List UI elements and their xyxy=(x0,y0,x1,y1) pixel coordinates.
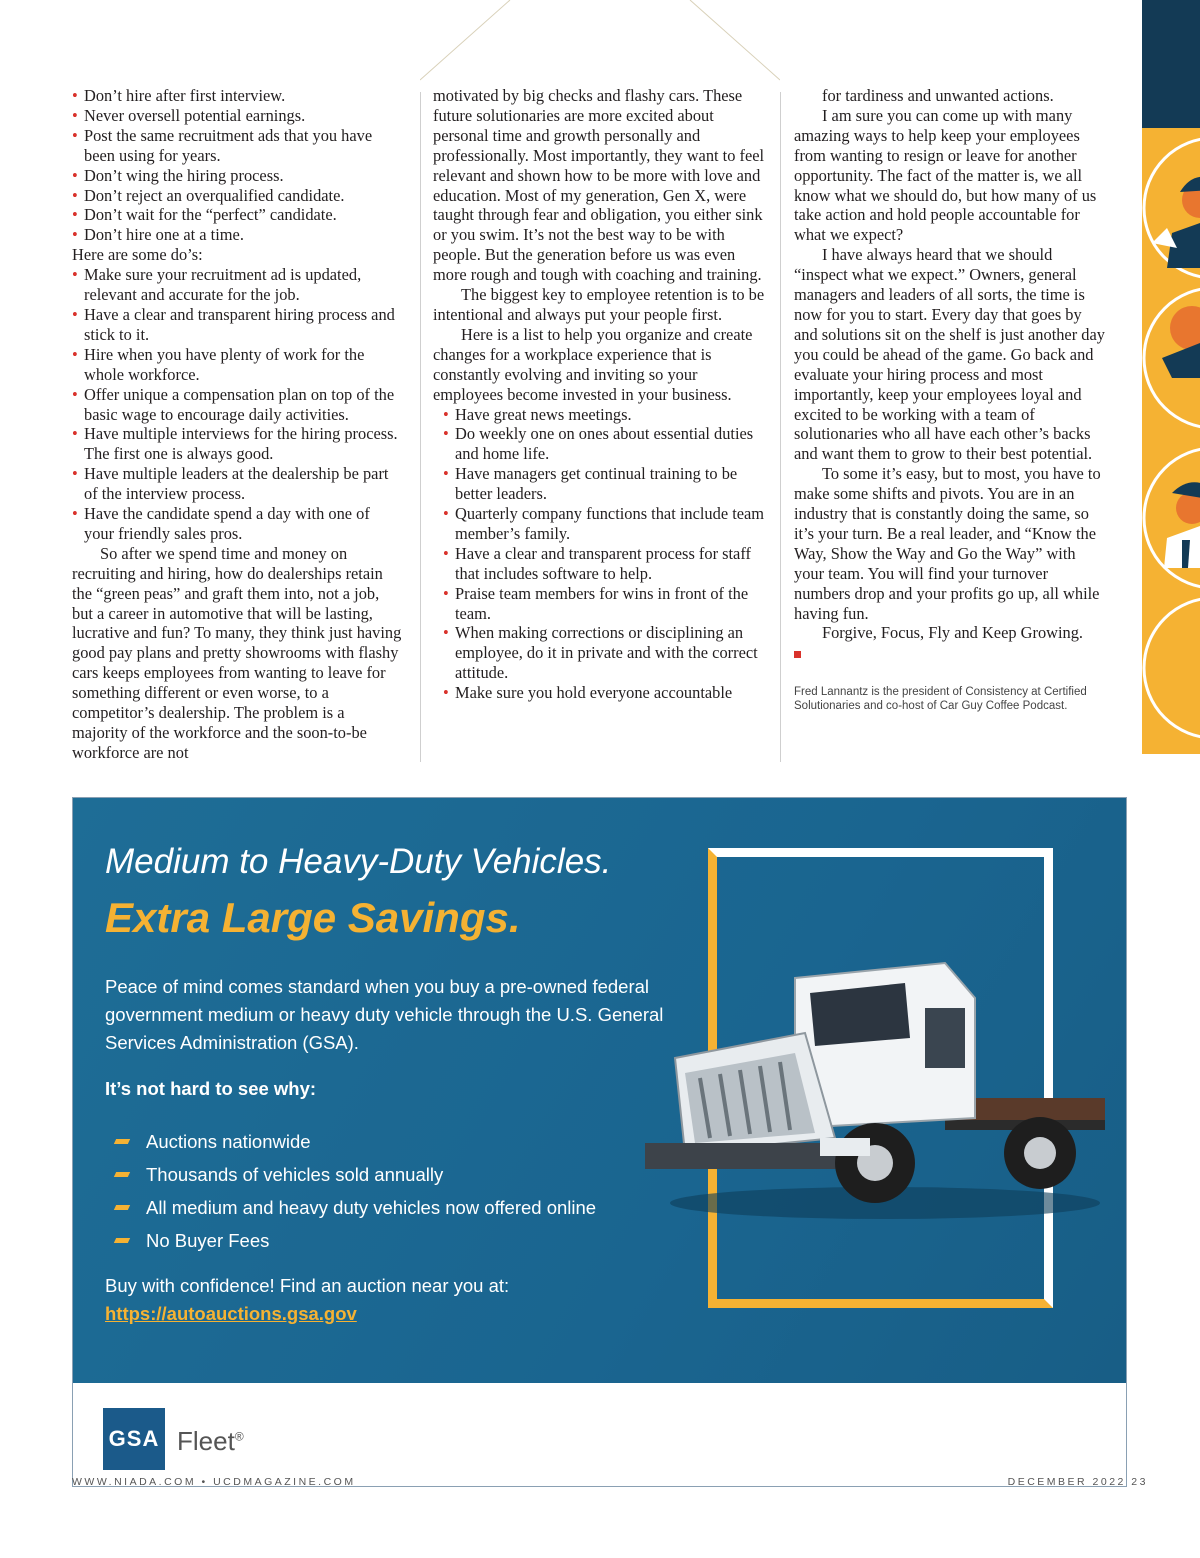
list-item: • Do weekly one on ones about essential duties and home life. xyxy=(443,424,768,464)
dos-list xyxy=(72,265,402,544)
dash-icon xyxy=(114,1205,130,1210)
list-item: • Don’t wait for the “perfect” candidate. xyxy=(72,205,402,225)
body-paragraph: for tardiness and unwanted actions. xyxy=(822,86,1054,105)
list-item xyxy=(115,1158,596,1191)
list-item: • Don’t hire one at a time. xyxy=(72,225,402,245)
closing-line: Forgive, Focus, Fly and Keep Growing. xyxy=(822,623,1084,643)
dos-heading: Here are some do’s: xyxy=(72,245,203,265)
column-divider xyxy=(420,92,421,762)
bullet-text: All medium and heavy duty vehicles now offered online xyxy=(146,1196,597,1218)
list-item: • Offer unique a compensation plan on top of the basic wage to encourage daily activities. xyxy=(72,385,402,425)
list-item: • Have the candidate spend a day with one of your friendly sales pros. xyxy=(72,504,402,544)
footer-website: WWW.NIADA.COM • UCDMAGAZINE.COM xyxy=(72,1476,356,1488)
ad-subheadline: Extra Large Savings. xyxy=(105,894,521,941)
gsa-fleet-wordmark xyxy=(177,1426,244,1457)
body-paragraph: Here is a list to help you organize and create changes for a workplace experience that is constantly evolving and inviting so your employees become invested in your business. xyxy=(433,324,753,404)
ad-headline: Medium to Heavy-Duty Vehicles. xyxy=(105,842,612,881)
body-paragraph: I am sure you can come up with many amazing ways to help keep your employees from wanting to resign or leave for another opportunity. The fact of the matter is, we all know what we should do, but how many of us take action and hold people accountable for what we expect? xyxy=(794,105,1097,245)
bullet-text: Auctions nationwide xyxy=(146,1130,311,1152)
list-item xyxy=(115,1191,596,1224)
dash-icon xyxy=(114,1238,130,1243)
list-item: • Quarterly company functions that include team member’s family. xyxy=(443,504,768,544)
column-divider xyxy=(780,92,781,762)
list-item: • Don’t hire after first interview. xyxy=(72,86,402,106)
column-top-ornament xyxy=(420,0,780,92)
body-paragraph: I have always heard that we should “inspect what we expect.” Owners, general managers and leaders of all sorts, the time is now for you to start. Every day that goes by and solutions sit on the shelf is just another day you could be ahead of the game. Go back and evaluate your hiring process and most importantly, keep your employees loyal and excited to be working with a team of solutionaries who all have each other’s backs and want them to grow to their best potential. xyxy=(794,245,1105,464)
ad-body-text: Peace of mind comes standard when you buy a pre-owned federal government medium or heavy duty vehicle through the U.S. General Services Administration (GSA). xyxy=(105,976,664,1053)
list-item: • Don’t wing the hiring process. xyxy=(72,166,402,186)
bullet-text: Thousands of vehicles sold annually xyxy=(146,1163,444,1185)
list-item: • Post the same recruitment ads that you have been using for years. xyxy=(72,126,402,166)
retention-list xyxy=(433,405,768,704)
sidebar-illustration xyxy=(1142,128,1200,754)
article-column-2 xyxy=(433,86,768,703)
end-mark-row xyxy=(794,643,1106,663)
list-item: • Praise team members for wins in front of the team. xyxy=(443,584,768,624)
people-illustration-icon xyxy=(1142,128,1200,754)
body-paragraph: To some it’s easy, but to most, you have to make some shifts and pivots. You are in an industry that is constantly doing the same, so it’s your turn. Be a real leader, and “Know the Way, Show the Way and Go the Way” with your team. You will find your turnover numbers drop and your profits go up, all while having fun. xyxy=(794,464,1101,623)
gsa-advertisement[interactable] xyxy=(72,797,1127,1487)
ad-subheading: It’s not hard to see why: xyxy=(105,1078,317,1099)
list-item: • Don’t reject an overqualified candidate. xyxy=(72,186,402,206)
gsa-logo: GSA xyxy=(103,1408,165,1470)
footer-issue-page: DECEMBER 2022 23 xyxy=(1007,1476,1148,1488)
body-paragraph: So after we spend time and money on recruiting and hiring, how do dealerships retain the “green peas” and graft them into, not a job, but a career in automotive that will be lasting, lucrative and fun? To many, they think just having good pay plans and pretty showrooms with flashy cars keeps employees from wanting to leave for something different or even worse, to a competitor’s dealership. The problem is a majority of the workforce and the soon-to-be workforce are not xyxy=(72,543,402,762)
list-item: • When making corrections or disciplining an employee, do it in private and with the correct attitude. xyxy=(443,623,768,683)
bullet-text: No Buyer Fees xyxy=(146,1229,270,1251)
author-bio: Fred Lannantz is the president of Consistency at Certified Solutionaries and co-host of Car Guy Coffee Podcast. xyxy=(794,686,1087,713)
dash-icon xyxy=(114,1139,130,1144)
ad-cta-text: Buy with confidence! Find an auction near you at: xyxy=(105,1275,510,1296)
list-item: • Have multiple leaders at the dealership be part of the interview process. xyxy=(72,464,402,504)
list-item: • Make sure your recruitment ad is updated, relevant and accurate for the job. xyxy=(72,265,402,305)
list-item: • Have a clear and transparent hiring process and stick to it. xyxy=(72,305,402,345)
truck-icon xyxy=(645,938,1105,1228)
ad-bullets xyxy=(115,1125,596,1257)
list-item: • Have great news meetings. xyxy=(443,405,768,425)
list-item: • Have multiple interviews for the hiring process. The first one is always good. xyxy=(72,424,402,464)
body-paragraph: The biggest key to employee retention is to be intentional and always put your people first. xyxy=(433,285,765,324)
list-item xyxy=(115,1125,596,1158)
list-item: • Have managers get continual training to be better leaders. xyxy=(443,464,768,504)
article-column-1 xyxy=(72,86,402,763)
auction-link[interactable]: https://autoauctions.gsa.gov xyxy=(105,1303,357,1324)
list-item: • Never oversell potential earnings. xyxy=(72,106,402,126)
list-item xyxy=(115,1224,596,1257)
end-mark-icon xyxy=(794,651,801,658)
dash-icon xyxy=(114,1172,130,1177)
fleet-label: Fleet xyxy=(177,1426,235,1456)
list-item: • Have a clear and transparent process for staff that includes software to help. xyxy=(443,544,768,584)
registered-mark: ® xyxy=(234,1429,244,1444)
list-item: • Hire when you have plenty of work for the whole workforce. xyxy=(72,345,402,385)
sidebar-navy-band xyxy=(1142,0,1200,128)
donts-list xyxy=(72,86,402,245)
ad-banner xyxy=(73,798,1126,1383)
list-item: • Make sure you hold everyone accountable xyxy=(443,683,768,703)
article-column-3 xyxy=(794,86,1106,713)
body-paragraph: motivated by big checks and flashy cars. These future solutionaries are more excited about personal time and growth personally and professionally. Most importantly, they want to feel relevant and shown how to be more with love and education. Most of my generation, Gen X, were taught through fear and obligation, you either sink or you swim. It’s not the best way to be with people. But the generation before us was even more rough and tough with coaching and training. xyxy=(433,86,765,285)
